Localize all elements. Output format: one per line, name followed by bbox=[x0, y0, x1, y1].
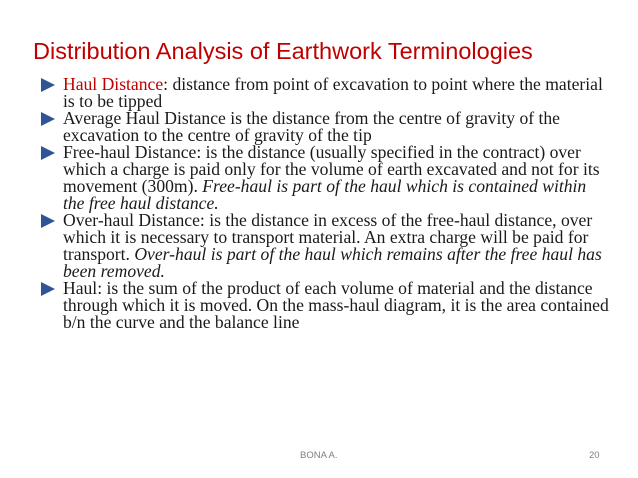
bullet-italic-definition: Over-haul is part of the haul which remains after the free haul has been removed. bbox=[63, 244, 602, 281]
bullet-text: Over-haul Distance: is the distance in excess of the free-haul distance, over which it is necessary to transport material. An extra charge will be paid for transport. bbox=[63, 210, 593, 264]
bullet-arrow-icon bbox=[41, 112, 55, 126]
bullet-text: Average Haul Distance is the distance from the centre of gravity of the excavation to the centre of gravity of the tip bbox=[63, 108, 560, 145]
footer-author: BONA A. bbox=[300, 450, 338, 461]
slide-title: Distribution Analysis of Earthwork Terminologies bbox=[33, 38, 533, 64]
bullet-italic-definition: Free-haul is part of the haul which is contained within the free haul distance. bbox=[63, 176, 587, 213]
page-number: 20 bbox=[589, 450, 600, 461]
bullet-arrow-icon bbox=[41, 214, 55, 228]
bullet-free-haul-distance bbox=[40, 144, 610, 212]
bullet-haul bbox=[40, 280, 610, 331]
bullet-arrow-icon bbox=[41, 146, 55, 160]
bullet-over-haul-distance bbox=[40, 212, 610, 280]
bullet-text: Haul: is the sum of the product of each volume of material and the distance through which it is moved. On the mass-haul diagram, it is the area contained b/n the curve and the balance line bbox=[63, 278, 609, 332]
bullet-arrow-icon bbox=[41, 78, 55, 92]
term-label: Haul Distance bbox=[63, 74, 164, 94]
bullet-text: : distance from point of excavation to point where the material is to be tipped bbox=[63, 74, 603, 111]
bullet-arrow-icon bbox=[41, 282, 55, 296]
bullet-text: Free-haul Distance: is the distance (usually specified in the contract) over which a charge is paid only for the volume of earth excavated and not for its movement (300m). bbox=[63, 142, 600, 196]
bullet-list bbox=[40, 76, 610, 331]
bullet-average-haul-distance bbox=[40, 110, 610, 144]
bullet-haul-distance bbox=[40, 76, 610, 110]
